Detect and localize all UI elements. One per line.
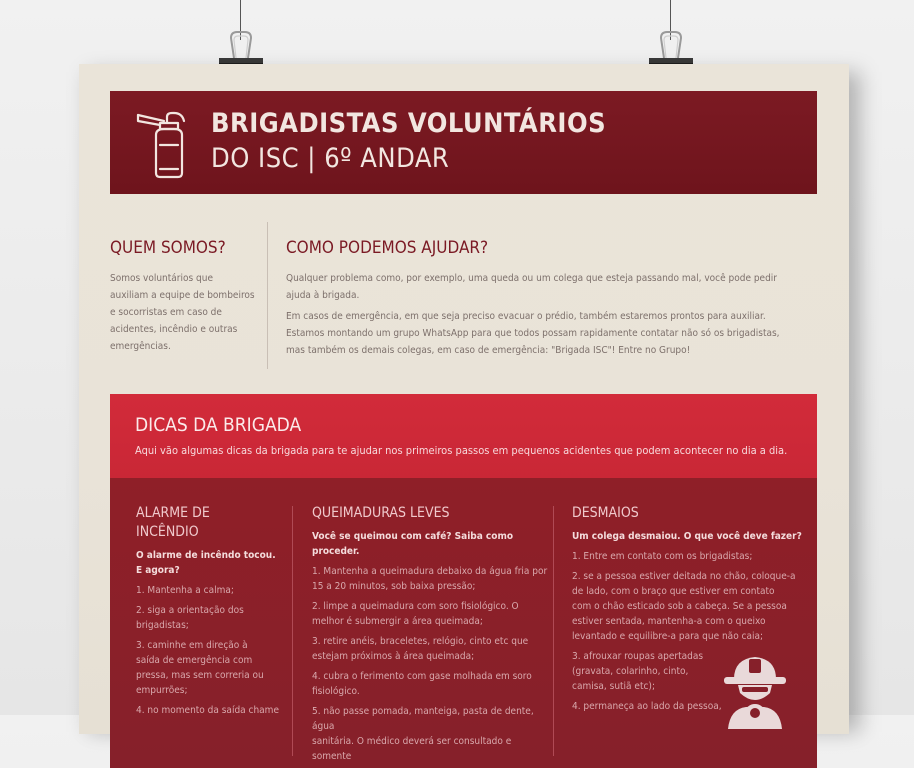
help-title: COMO PODEMOS AJUDAR? — [286, 238, 489, 258]
tip-item-line: fisiológico. — [312, 686, 360, 697]
about-line: auxiliam a equipe de bombeiros — [110, 290, 255, 301]
tip-title-line: ALARME DE — [136, 505, 210, 521]
tip-item — [312, 704, 552, 764]
help-line: Em casos de emergência, em que seja preciso evacuar o prédio, também estaremos prontos para auxiliar. — [286, 311, 766, 322]
tip-item — [572, 569, 802, 644]
tip-item — [136, 638, 286, 698]
poster-subtitle: DO ISC | 6º ANDAR — [211, 143, 450, 174]
tip-item-line: estejam próximos à área queimada; — [312, 651, 475, 662]
about-line: e socorristas em caso de — [110, 307, 222, 318]
column-divider — [553, 506, 554, 756]
help-line: mas também os demais colegas, em caso de emergência: "Brigada ISC"! Entre no Grupo! — [286, 345, 691, 356]
tip-item-line: 4. permaneça ao lado da pessoa, — [572, 701, 722, 712]
tip-item-line: estiver sentada, mantenha-a com o queixo — [572, 616, 766, 627]
tip-item-line: camisa, sutiã etc); — [572, 681, 655, 692]
tip-column-fire-alarm — [136, 504, 286, 718]
tip-item-line: 15 a 20 minutos, sob baixa pressão; — [312, 581, 476, 592]
tip-item-line: 2. limpe a queimadura com soro fisiológico. O — [312, 601, 519, 612]
about-line: acidentes, incêndio e outras — [110, 324, 238, 335]
tip-item-line: 3. caminhe em direção à — [136, 640, 248, 651]
poster-title: BRIGADISTAS VOLUNTÁRIOS — [211, 108, 607, 139]
tip-item — [312, 564, 552, 594]
tip-lead-line: O alarme de incêndo tocou. — [136, 550, 276, 561]
tip-title-line: QUEIMADURAS LEVES — [312, 505, 450, 521]
firefighter-icon — [720, 649, 790, 729]
tip-column-lead — [312, 529, 552, 559]
tip-item-line: melhor é submergir a área queimada; — [312, 616, 483, 627]
poster-header — [110, 91, 817, 194]
tip-item-line: (gravata, colarinho, cinto, — [572, 666, 689, 677]
about-line: Somos voluntários que — [110, 273, 213, 284]
tip-item — [136, 583, 286, 598]
tip-item — [312, 634, 552, 664]
help-paragraph-2 — [286, 308, 780, 359]
tip-item-line: empurrões; — [136, 685, 188, 696]
tip-item — [312, 669, 552, 699]
about-title: QUEM SOMOS? — [110, 238, 226, 258]
tip-column-title — [136, 504, 286, 542]
tip-column-lead — [136, 548, 286, 578]
tips-section — [110, 394, 817, 762]
tip-item — [572, 549, 802, 564]
tips-title: DICAS DA BRIGADA — [135, 414, 302, 436]
tip-item-line: 2. siga a orientação dos — [136, 605, 244, 616]
help-line: Estamos montando um grupo WhatsApp para que todos possam rapidamente contatar não só os brigadistas, — [286, 328, 780, 339]
tip-item-line: 1. Mantenha a calma; — [136, 585, 234, 596]
help-paragraph-1 — [286, 270, 777, 304]
tip-item-line: pressa, mas sem correria ou — [136, 670, 264, 681]
tip-item — [136, 703, 286, 718]
tip-column-title — [312, 504, 552, 523]
help-line: ajuda à brigada. — [286, 290, 360, 301]
poster — [79, 64, 849, 762]
help-line: Qualquer problema como, por exemplo, uma queda ou um colega que esteja passando mal, você pode pedir — [286, 273, 778, 284]
tip-item-line: 1. Mantenha a queimadura debaixo da água fria por — [312, 566, 548, 577]
about-line: emergências. — [110, 341, 171, 352]
tip-lead-line: Você se queimou com café? Saiba como proceder. — [312, 531, 514, 557]
tip-item-line: saída de emergência com — [136, 655, 253, 666]
tip-item-line: com o chão esticado sob a cabeça. Se a pessoa — [572, 601, 787, 612]
tip-title-line: INCÊNDIO — [136, 524, 199, 540]
tip-item-line: de lado, com o braço que estiver em contato — [572, 586, 775, 597]
tip-item-line: 2. se a pessoa estiver deitada no chão, coloque-a — [572, 571, 796, 582]
column-divider — [292, 506, 293, 756]
section-divider — [267, 222, 268, 369]
tips-header — [110, 394, 817, 478]
tip-item — [136, 603, 286, 633]
tip-item — [312, 599, 552, 629]
tip-item-line: 3. afrouxar roupas apertadas — [572, 651, 704, 662]
tip-item-line: 4. no momento da saída chame — [136, 705, 279, 716]
tip-item-line: levantado e equilibre-a para que não caia; — [572, 631, 764, 642]
tip-item-line: 3. retire anéis, braceletes, relógio, cinto etc que — [312, 636, 529, 647]
tip-lead-line: E agora? — [136, 565, 180, 576]
fire-extinguisher-icon — [134, 109, 190, 179]
tip-column-lead — [572, 529, 802, 544]
tip-item-line: brigadistas; — [136, 620, 189, 631]
tip-column-burns — [312, 504, 552, 764]
tip-item-line: 4. cubra o ferimento com gase molhada em soro — [312, 671, 532, 682]
tip-item-line: 5. não passe pomada, manteiga, pasta de dente, água — [312, 706, 534, 732]
about-text — [110, 270, 255, 355]
tip-lead-line: Um colega desmaiou. O que você deve fazer? — [572, 531, 802, 542]
tip-title-line: DESMAIOS — [572, 505, 639, 521]
tip-column-title — [572, 504, 802, 523]
tip-item-line: 1. Entre em contato com os brigadistas; — [572, 551, 753, 562]
tip-item-line: sanitária. O médico deverá ser consultado e somente — [312, 736, 512, 762]
tips-intro: Aqui vão algumas dicas da brigada para te ajudar nos primeiros passos em pequenos acidentes que podem acontecer no dia a dia. — [135, 444, 788, 457]
